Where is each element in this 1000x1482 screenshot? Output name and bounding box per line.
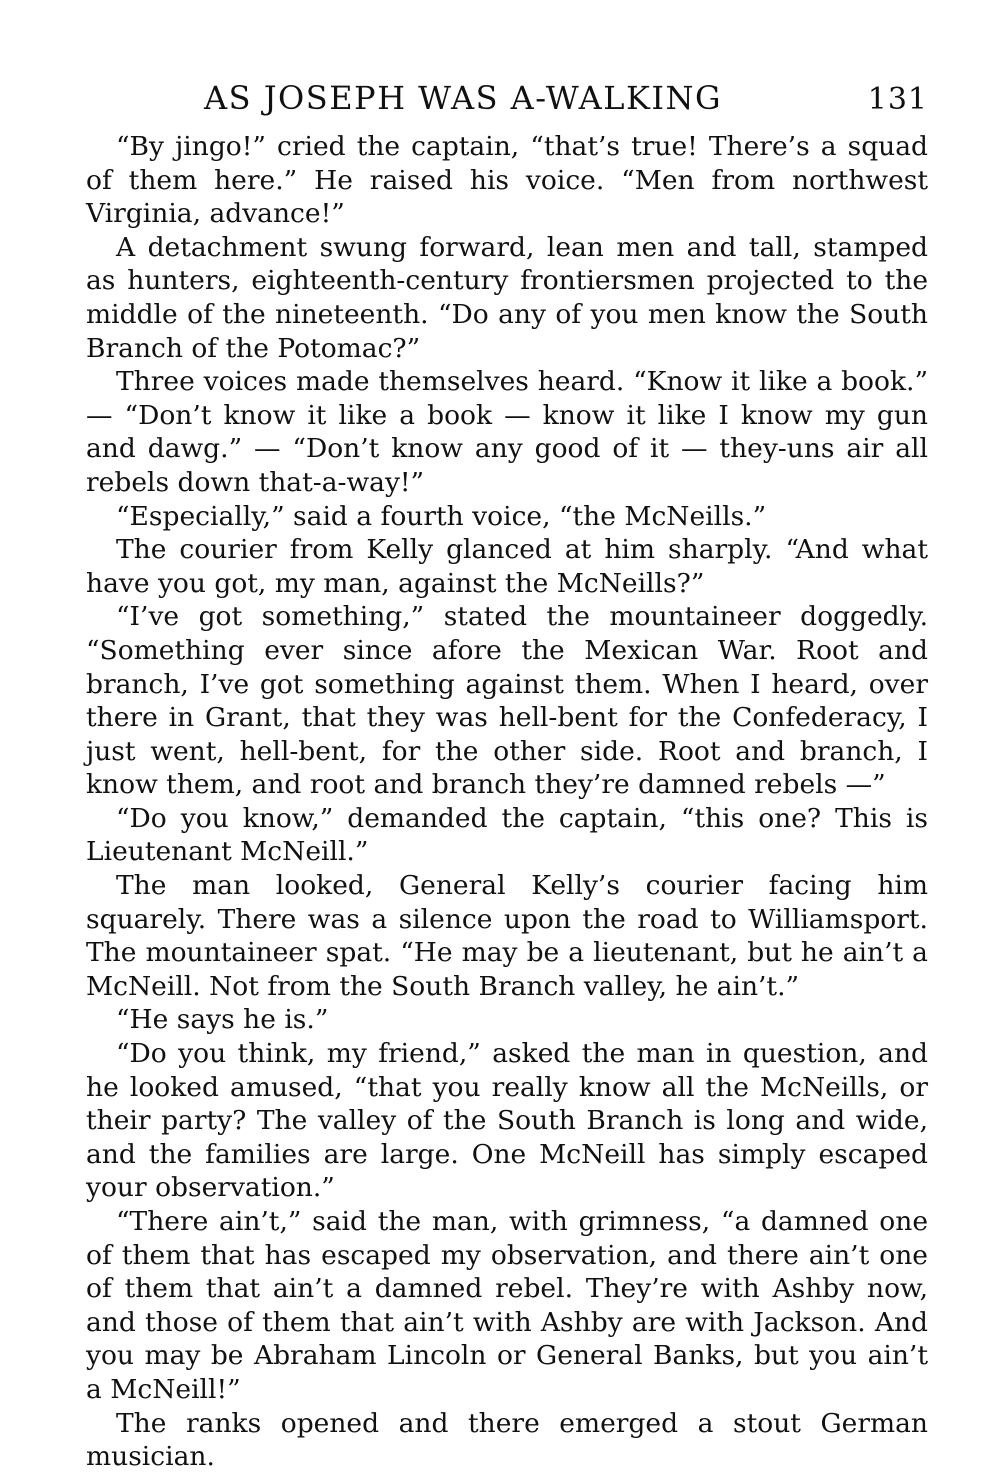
- paragraph: A detachment swung forward, lean men and tall, stamped as hunters, eighteenth-century frontiersmen projected to the middle of the nineteenth. “Do any of you men know the South Branch of the Potomac?”: [86, 231, 928, 364]
- paragraph: “Especially,” said a fourth voice, “the McNeills.”: [116, 500, 767, 532]
- paragraph: “I’ve got something,” stated the mountaineer doggedly. “Something ever since afore the Mexican War. Root and branch, I’ve got something against them. When I heard, over there in Grant, that they was hell-bent for the Confederacy, I just went, hell-bent, for the other side. Root and branch, I know them, and root and branch they’re damned rebels —”: [86, 601, 928, 801]
- page-number: 131: [867, 82, 928, 117]
- running-title: AS JOSEPH WAS A-WALKING: [204, 79, 723, 117]
- paragraph: The man looked, General Kelly’s courier facing him squarely. There was a silence upon the road to Williamsport. The mountaineer spat. “He may be a lieutenant, but he ain’t a McNeill. Not from the South Branch valley, he ain’t.”: [86, 870, 928, 1002]
- running-head: [86, 78, 928, 122]
- paragraph: “He says he is.”: [116, 1004, 329, 1036]
- paragraph: The ranks opened and there emerged a stout German musician.: [86, 1407, 928, 1473]
- paragraph: “Do you think, my friend,” asked the man in question, and he looked amused, “that you really know all the McNeills, or their party? The valley of the South Branch is long and wide, and the families are large. One McNeill has simply escaped your observation.”: [86, 1038, 928, 1204]
- paragraph: “Do you know,” demanded the captain, “this one? This is Lieutenant McNeill.”: [86, 802, 928, 868]
- paragraph: “By jingo!” cried the captain, “that’s true! There’s a squad of them here.” He raised his voice. “Men from northwest Virginia, advance!”: [86, 131, 928, 230]
- paragraph: Three voices made themselves heard. “Know it like a book.” — “Don’t know it like a book — know it like I know my gun and dawg.” — “Don’t know any good of it — they-uns air all rebels down that-a-way!”: [86, 366, 928, 498]
- body-text: [86, 130, 928, 1474]
- book-page: [86, 78, 928, 1474]
- paragraph: The courier from Kelly glanced at him sharply. “And what have you got, my man, against the McNeills?”: [86, 534, 928, 599]
- paragraph: “There ain’t,” said the man, with grimness, “a damned one of them that has escaped my observation, and there ain’t one of them that ain’t a damned rebel. They’re with Ashby now, and those of them that ain’t with Ashby are with Jackson. And you may be Abraham Lincoln or General Banks, but you ain’t a McNeill!”: [86, 1206, 928, 1405]
